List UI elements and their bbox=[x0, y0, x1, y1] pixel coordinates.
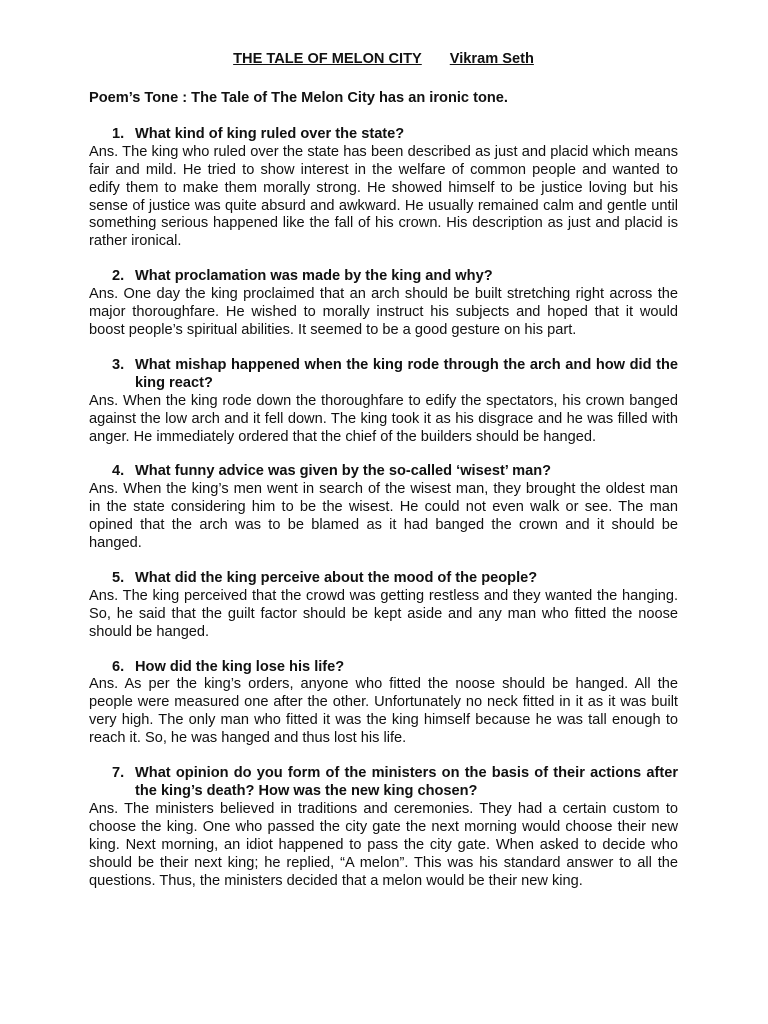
qa-item-5 bbox=[89, 570, 678, 642]
question-1 bbox=[89, 126, 678, 144]
answer-7: Ans. The ministers believed in traditions and ceremonies. They had a certain custom to choose the king. One who passed the city gate the next morning would choose their new king. Next morning, an idiot happened to pass the city gate. When asked to decide who should be their next king; he replied, “A melon”. This was his standard answer to all the questions. Thus, the ministers decided that a melon would be their new king. bbox=[89, 800, 678, 889]
question-text: What opinion do you form of the ministers on the basis of their actions after the king’s death? How was the new king chosen? bbox=[135, 765, 678, 799]
document-author: Vikram Seth bbox=[449, 51, 534, 67]
question-4 bbox=[89, 463, 678, 481]
qa-item-2 bbox=[89, 268, 678, 340]
document-title-line bbox=[89, 51, 678, 69]
qa-item-3 bbox=[89, 357, 678, 447]
qa-item-4 bbox=[89, 463, 678, 553]
question-5 bbox=[89, 570, 678, 588]
question-number: 3. bbox=[112, 356, 125, 373]
answer-2: Ans. One day the king proclaimed that an arch should be built stretching right across the major thoroughfare. He wished to morally instruct his subjects and hoped that it would boost people’s spiritual abilities. It seemed to be a good gesture on his part. bbox=[89, 286, 678, 338]
answer-4: Ans. When the king’s men went in search of the wisest man, they brought the oldest man in the state considering him to be the wisest. He could not even walk or see. The man opined that the arch was to be blamed as it had banged the crown and it should be hanged. bbox=[89, 481, 678, 552]
question-text: What mishap happened when the king rode through the arch and how did the king react? bbox=[135, 356, 678, 391]
question-text: How did the king lose his life? bbox=[135, 658, 345, 675]
qa-item-6 bbox=[89, 659, 678, 749]
question-number: 7. bbox=[112, 765, 125, 782]
answer-6: Ans. As per the king’s orders, anyone who fitted the noose should be hanged. All the people were measured one after the other. Unfortunately no neck fitted in it as it was built very high. The only man who fitted it was the king himself because he was tall enough to reach it. So, he was hanged and thus lost his life. bbox=[89, 676, 678, 747]
question-text: What kind of king ruled over the state? bbox=[135, 125, 405, 142]
question-number: 1. bbox=[112, 125, 125, 142]
question-2 bbox=[89, 268, 678, 286]
qa-item-1 bbox=[89, 126, 678, 251]
question-6 bbox=[89, 659, 678, 677]
question-3 bbox=[89, 357, 678, 393]
question-text: What proclamation was made by the king and why? bbox=[135, 268, 493, 285]
qa-item-7 bbox=[89, 765, 678, 890]
question-7 bbox=[89, 765, 678, 801]
question-number: 2. bbox=[112, 268, 125, 285]
document-title: THE TALE OF MELON CITY bbox=[233, 51, 422, 67]
question-text: What funny advice was given by the so-called ‘wisest’ man? bbox=[135, 463, 552, 480]
question-number: 6. bbox=[112, 658, 125, 675]
question-text: What did the king perceive about the mood of the people? bbox=[135, 569, 538, 586]
answer-5: Ans. The king perceived that the crowd was getting restless and they wanted the hanging. So, he said that the guilt factor should be kept aside and any man who fitted the noose should be hanged. bbox=[89, 587, 678, 640]
question-number: 4. bbox=[112, 463, 125, 480]
document-page bbox=[89, 51, 678, 907]
answer-1: Ans. The king who ruled over the state has been described as just and placid which means fair and mild. He tried to show interest in the welfare of common people and wanted to edify them to make them morally strong. He showed himself to be justice loving but his sense of justice was quite absurd and awkward. He usually remained calm and gentle until something serious happened like the fall of his crown. His description as just and placid is rather ironical. bbox=[89, 143, 678, 250]
answer-3: Ans. When the king rode down the thoroughfare to edify the spectators, his crown banged against the low arch and it fell down. The king took it as his disgrace and he was filled with anger. He immediately ordered that the chief of the builders should be hanged. bbox=[89, 392, 678, 445]
poem-tone: Poem’s Tone : The Tale of The Melon City has an ironic tone. bbox=[89, 90, 508, 106]
question-number: 5. bbox=[112, 569, 125, 586]
